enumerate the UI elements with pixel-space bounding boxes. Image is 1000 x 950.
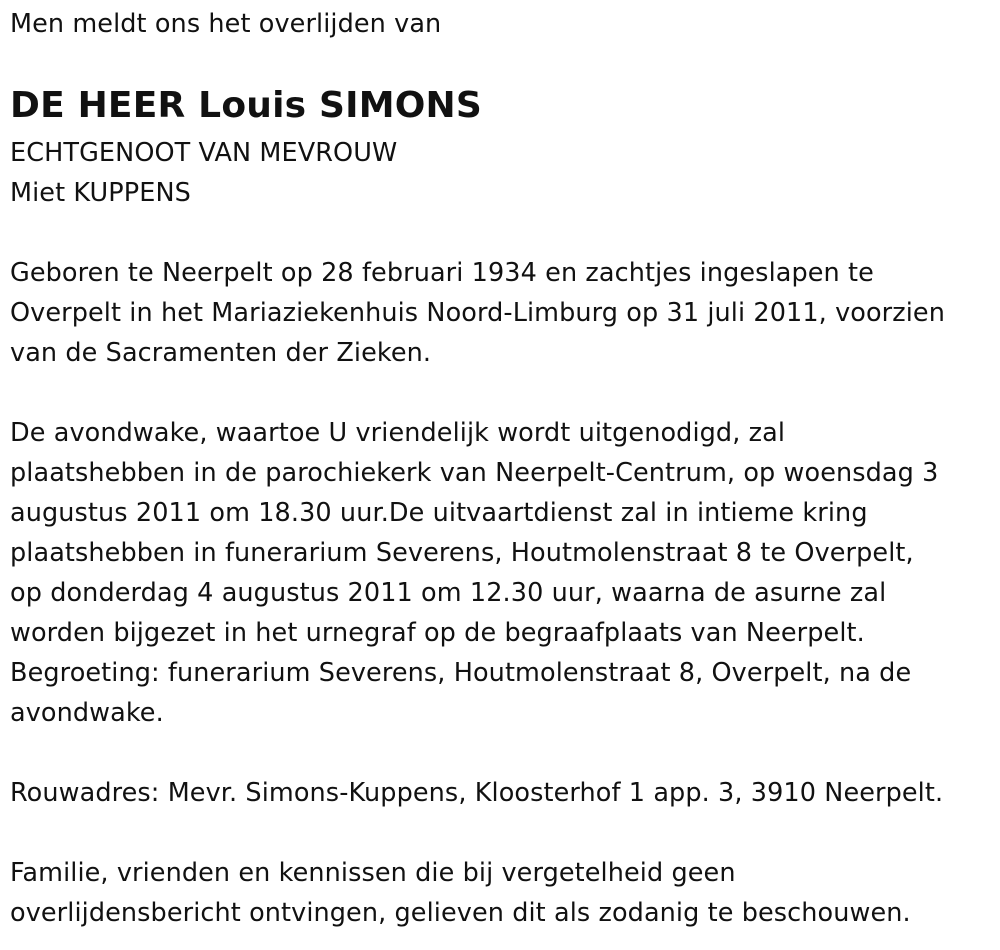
ceremony-paragraph-line: Begroeting: funerarium Severens, Houtmolenstraat 8, Overpelt, na de [10, 658, 912, 688]
ceremony-paragraph-line: augustus 2011 om 18.30 uur.De uitvaartdienst zal in intieme kring [10, 498, 868, 528]
ceremony-paragraph-line: plaatshebben in de parochiekerk van Neerpelt-Centrum, op woensdag 3 [10, 458, 939, 488]
ceremony-paragraph-line: avondwake. [10, 698, 164, 728]
closing-paragraph-line: Familie, vrienden en kennissen die bij vergetelheid geen [10, 858, 736, 888]
birth-paragraph-line: van de Sacramenten der Zieken. [10, 338, 432, 368]
ceremony-paragraph-line: De avondwake, waartoe U vriendelijk wordt uitgenodigd, zal [10, 418, 786, 448]
mourning-address: Rouwadres: Mevr. Simons-Kuppens, Kloosterhof 1 app. 3, 3910 Neerpelt. [10, 778, 944, 808]
closing-paragraph-line: overlijdensbericht ontvingen, gelieven dit als zodanig te beschouwen. [10, 898, 911, 928]
deceased-name: DE HEER Louis SIMONS [10, 85, 482, 126]
birth-paragraph-line: Geboren te Neerpelt op 28 februari 1934 en zachtjes ingeslapen te [10, 258, 874, 288]
ceremony-paragraph-line: op donderdag 4 augustus 2011 om 12.30 uur, waarna de asurne zal [10, 578, 887, 608]
spouse-name: Miet KUPPENS [10, 178, 191, 208]
birth-paragraph-line: Overpelt in het Mariaziekenhuis Noord-Limburg op 31 juli 2011, voorzien [10, 298, 945, 328]
intro-line: Men meldt ons het overlijden van [10, 9, 442, 39]
ceremony-paragraph-line: worden bijgezet in het urnegraf op de begraafplaats van Neerpelt. [10, 618, 865, 648]
ceremony-paragraph-line: plaatshebben in funerarium Severens, Houtmolenstraat 8 te Overpelt, [10, 538, 914, 568]
spouse-label: ECHTGENOOT VAN MEVROUW [10, 138, 398, 168]
